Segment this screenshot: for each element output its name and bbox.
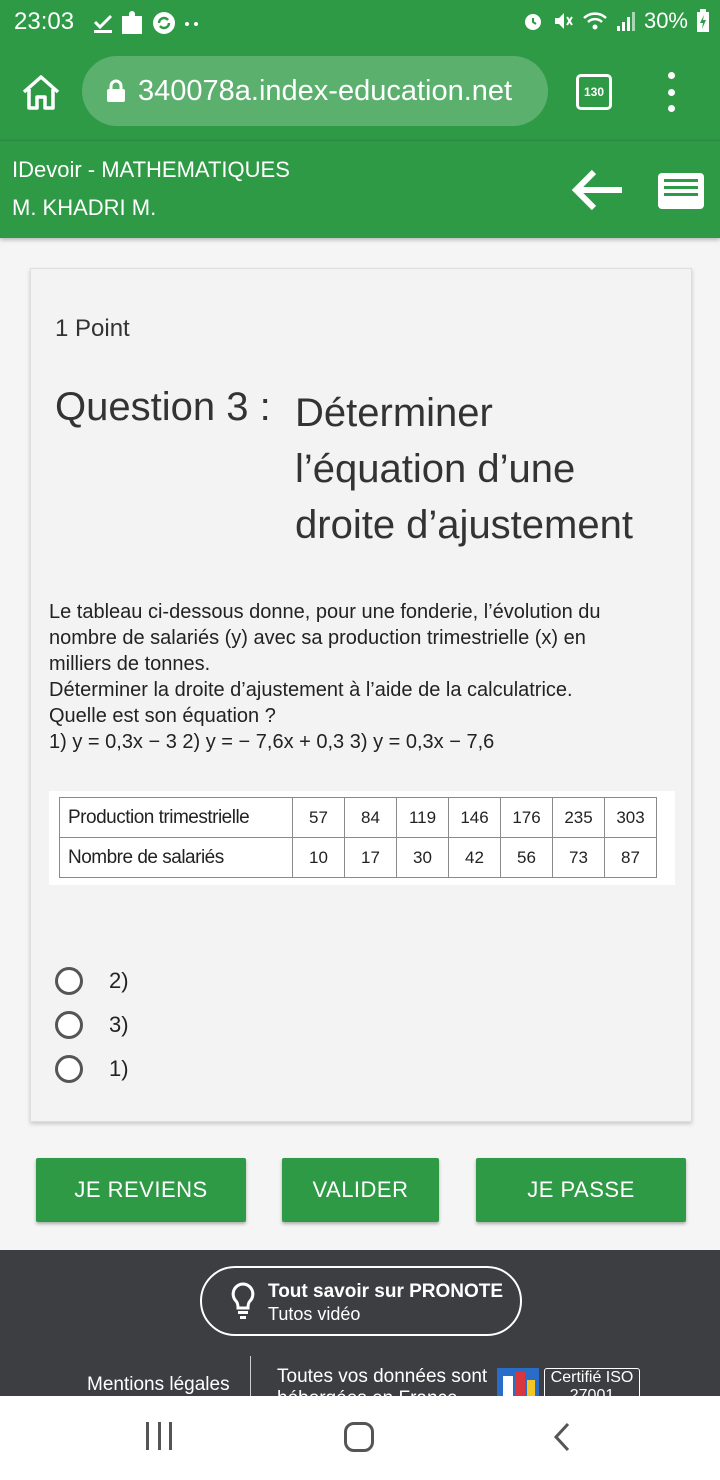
alarm-icon [522, 10, 544, 32]
pronote-tutorials-link[interactable] [200, 1266, 522, 1336]
home-icon[interactable] [20, 72, 62, 114]
lightbulb-icon [230, 1282, 256, 1320]
table-cell: 303 [605, 798, 657, 838]
table-cell: 235 [553, 798, 605, 838]
radio-button[interactable] [55, 1011, 83, 1039]
option-label: 2) [109, 968, 129, 993]
back-arrow-icon[interactable] [568, 167, 626, 213]
sync-icon [152, 11, 176, 35]
url-text: 340078a.index-education.net [138, 74, 513, 107]
option-label: 3) [109, 1012, 129, 1037]
table-row-header: Nombre de salariés [60, 838, 293, 878]
download-check-icon [92, 12, 114, 34]
question-statement: Le tableau ci-dessous donne, pour une fonderie, l’évolution du nombre de salariés (y) avec sa production trimestrielle (x) en milliers de tonnes. Déterminer la droite d’ajustement à l’aide de la calculatrice. Quelle est son équation ? 1) y = 0,3x − 3 2) y = − 7,6x + 0,3 3) y = 0,3x − 7,6 [49, 601, 601, 753]
browser-menu-icon[interactable] [660, 72, 682, 112]
table-cell: 56 [501, 838, 553, 878]
answer-option-3[interactable] [55, 1003, 129, 1047]
teacher-name: M. KHADRI M. [12, 195, 157, 220]
answer-option-1[interactable] [55, 1047, 129, 1091]
status-bar [0, 0, 720, 44]
question-points: 1 Point [55, 315, 130, 342]
table-cell: 42 [449, 838, 501, 878]
table-cell: 10 [293, 838, 345, 878]
question-title: Déterminer l’équation d’une droite d’ajustement [295, 391, 633, 547]
answer-option-2[interactable] [55, 959, 129, 1003]
radio-button[interactable] [55, 1055, 83, 1083]
previous-button[interactable]: JE REVIENS [36, 1158, 246, 1222]
table-cell: 73 [553, 838, 605, 878]
pronote-title: Tout savoir sur PRONOTE [268, 1281, 504, 1302]
radio-button[interactable] [55, 967, 83, 995]
skip-button[interactable]: JE PASSE [476, 1158, 686, 1222]
tab-count: 130 [583, 85, 605, 99]
battery-percent: 30% [643, 8, 688, 33]
table-cell: 57 [293, 798, 345, 838]
address-bar[interactable] [82, 56, 548, 126]
table-cell: 84 [345, 798, 397, 838]
mute-icon [552, 10, 574, 32]
home-nav-icon[interactable] [344, 1422, 374, 1452]
data-table [49, 791, 675, 885]
table-cell: 17 [345, 838, 397, 878]
status-system-icons [522, 8, 710, 34]
question-card [30, 268, 692, 1122]
table-row [60, 838, 657, 878]
table-cell: 30 [397, 838, 449, 878]
browser-toolbar [0, 44, 720, 140]
legal-notice-link[interactable]: Mentions légales [87, 1374, 230, 1395]
hosting-info: Toutes vos données sont [277, 1366, 488, 1387]
wifi-icon [582, 10, 608, 32]
tab-switcher-button[interactable] [576, 74, 612, 110]
footer-divider [250, 1356, 251, 1396]
lock-icon [106, 79, 126, 103]
more-notifications-icon [182, 18, 202, 28]
page-footer [0, 1250, 720, 1396]
puzzle-icon [120, 10, 146, 36]
signal-icon [616, 10, 636, 32]
back-nav-icon[interactable] [548, 1420, 578, 1454]
status-time: 23:03 [14, 8, 75, 35]
iso-certification-badge: Certifié ISO [544, 1368, 640, 1408]
table-cell: 146 [449, 798, 501, 838]
status-notification-icons [92, 10, 202, 36]
page-title: IDevoir - MATHEMATIQUES [12, 157, 290, 182]
app-header [0, 140, 720, 238]
pronote-subtitle: Tutos vidéo [268, 1304, 361, 1324]
option-label: 1) [109, 1056, 129, 1081]
table-cell: 176 [501, 798, 553, 838]
recent-apps-icon[interactable] [146, 1422, 172, 1450]
table-cell: 87 [605, 838, 657, 878]
table-row [60, 798, 657, 838]
answer-options [55, 959, 129, 1091]
system-navigation-bar [0, 1396, 720, 1480]
question-label: Question 3 : [55, 385, 271, 429]
battery-charging-icon [696, 9, 710, 33]
question-list-icon[interactable] [658, 173, 704, 209]
validate-button[interactable]: VALIDER [282, 1158, 439, 1222]
table-row-header: Production trimestrielle [60, 798, 293, 838]
table-cell: 119 [397, 798, 449, 838]
